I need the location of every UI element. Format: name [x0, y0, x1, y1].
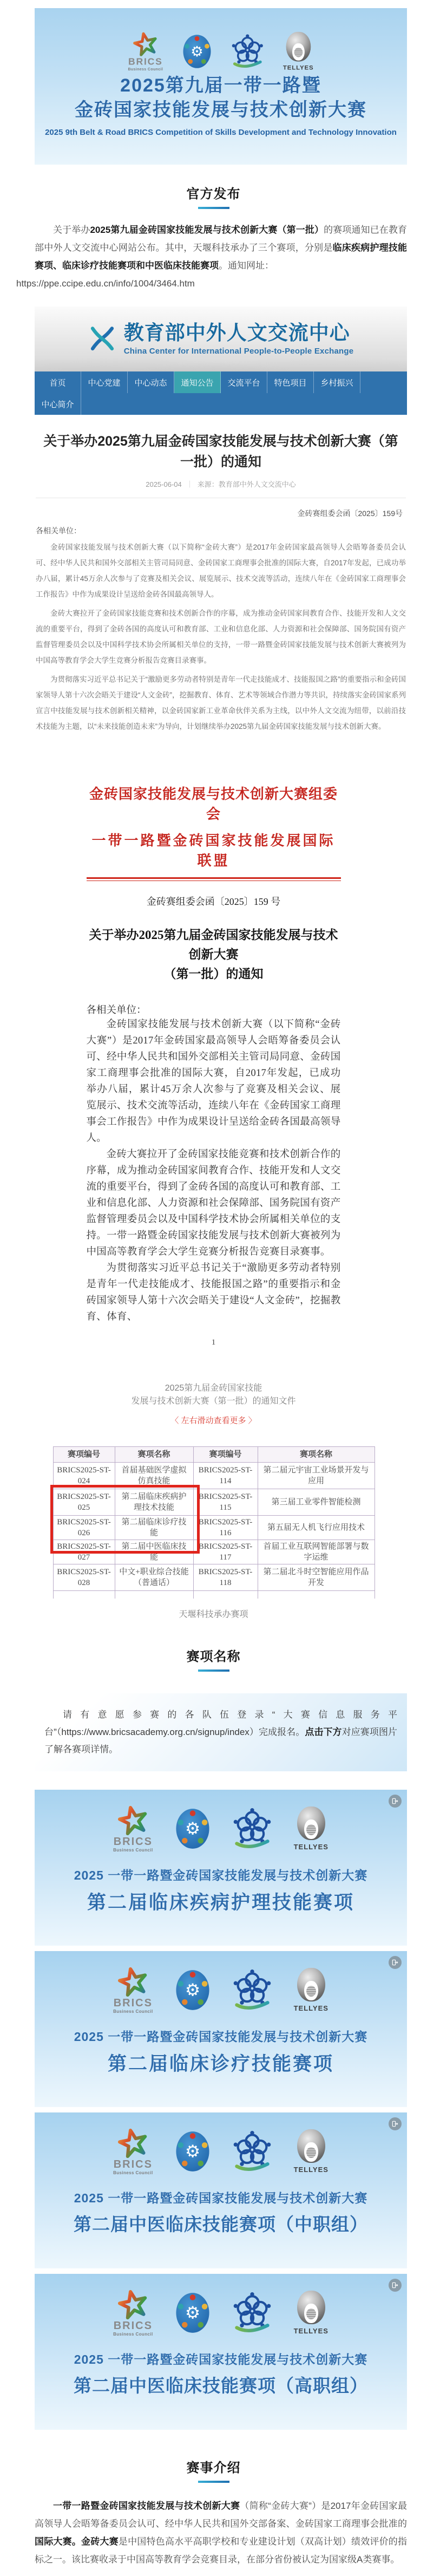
logo-row: [35, 1966, 407, 2014]
tellyes-label: TELLYES: [283, 63, 314, 71]
competition-emblem-logo: [175, 1969, 211, 2011]
alliance-knot-icon: [232, 2292, 272, 2333]
nav-item-notices-active: 通知公告: [174, 371, 221, 393]
cell-event-name: 第二届中医临床技能: [115, 1540, 193, 1564]
cell-event-code: BRICS2025-ST-027: [53, 1540, 115, 1564]
article-paragraph-3: 为贯彻落实习近平总书记关于“激励更多劳动者特别是青年一代走技能成才、技能报国之路”的重要指示和金砖国家领导人第十六次会晤关于建设“人文金砖”，挖掘教育、体育、艺术等领域合作潜力等共识，持续落实金砖国家系列宣言中技能发展与技术创新相关精神，以金砖国家新工业革命伙伴关系为主线，以中外人文交流为纽带，以前沿技术技能为主题，以“未来技能创造未来”为导向，计划继续举办2025第九届金砖国家技能发展与技术创新大赛。: [36, 675, 406, 731]
section-event-names: [0, 1646, 427, 1672]
tellyes-egg-icon: [297, 2129, 325, 2163]
section-title: 赛事介绍: [186, 2461, 241, 2475]
nav-item-news: 中心动态: [128, 371, 174, 393]
nav-row-2: [35, 393, 407, 415]
section-title: 官方发布: [186, 187, 241, 201]
section-event-intro: [0, 2457, 427, 2483]
section-underline: [198, 1669, 229, 1672]
svg-text:⚙: ⚙: [185, 1819, 200, 1839]
letter-title-line2: （第一批）的通知: [163, 967, 264, 981]
banner-clinical-diagnosis[interactable]: [35, 1951, 407, 2107]
alliance-emblem-logo: [232, 1808, 272, 1849]
cell-event-name: 首届工业互联网智能部署与数字运维: [258, 1540, 375, 1564]
brics-star-icon: [118, 1966, 148, 1997]
tellyes-egg-icon: [286, 32, 311, 62]
swipe-hint: 〈 左右滑动查看更多 〉: [170, 1416, 257, 1425]
col-header: 赛项名称: [258, 1447, 375, 1463]
signup-text1: 请有意愿参赛的各队伍登录“大赛信息服务平台”: [44, 1710, 397, 1737]
brics-label: BRICS: [113, 1997, 153, 2009]
alliance-knot-icon: [231, 34, 264, 68]
tellyes-label: TELLYES: [293, 2327, 329, 2335]
brics-sublabel: Business Council: [113, 1848, 153, 1853]
events-table-image[interactable]: [53, 1446, 375, 1599]
brics-sublabel: Business Council: [113, 2332, 153, 2337]
col-header: 赛项编号: [193, 1447, 258, 1463]
table-caption-line2: 发展与技术创新大赛（第一批）的通知文件: [131, 1397, 296, 1406]
banner-subtitle: 2025 一带一路暨金砖国家技能发展与技术创新大赛: [74, 2030, 368, 2044]
brics-label: BRICS: [113, 2320, 153, 2332]
brics-star-icon: [118, 1805, 148, 1835]
announce-text3: 。通知网址：: [219, 260, 274, 271]
signup-text2: 对应赛项图片了解各赛项详情。: [44, 1727, 398, 1755]
banner-title: 第二届临床疾病护理技能赛项: [87, 1892, 354, 1913]
brics-business-council-logo: [113, 2128, 153, 2175]
letter-paragraph-3: 为贯彻落实习近平总书记关于“激励更多劳动者特别是青年一代走技能成才、技能报国之路”的重要指示和金砖国家领导人第十六次会晤关于建设“人文金砖”，挖掘教育、体育、: [86, 1263, 341, 1322]
logo-row: [57, 31, 384, 71]
intro-bold-1: 一带一路暨金砖国家技能发展与技术创新大赛: [53, 2501, 240, 2511]
cell-event-code: BRICS2025-ST-114: [193, 1463, 258, 1489]
cell-event-name: 第二届元宇宙工业场景开发与应用: [258, 1463, 375, 1489]
nav-item-programs: 特色项目: [267, 371, 314, 393]
nav-item-rural: 乡村振兴: [314, 371, 360, 393]
section-underline: [198, 207, 229, 209]
tellyes-logo: [283, 32, 314, 71]
brics-star-icon: [118, 2289, 148, 2319]
banner-nursing-skills[interactable]: [35, 1790, 407, 1946]
letter-red-header-2: 一带一路暨金砖国家技能发展国际联盟: [91, 833, 336, 869]
tellyes-egg-icon: [297, 1968, 325, 2001]
ccipe-name-en: China Center for International People-to-People Exchange: [123, 346, 354, 356]
brics-label: BRICS: [113, 1836, 153, 1848]
cell-event-name: 第二届临床疾病护理技术技能: [115, 1489, 193, 1516]
article-paragraph-1: 金砖国家技能发展与技术创新大赛（以下简称“金砖大赛”）是2017年金砖国家最高领导人会晤筹备委员会认可、经中华人民共和国外交部相关主管司局同意、金砖国家工商理事会批准的国际大赛，自2017年发起，已成功举办八届，累计45万余人次参与了竞赛及相关会议、展览展示、技术交流等活动，连续八年在《金砖国家工商理事会工作报告》中作为成果设计呈送给金砖各国最高领导人。: [36, 543, 406, 598]
intro-text-1: （简称“金砖大赛”）是2017年金砖国家最高领导人会晤筹备委员会认可、经中华人民共和国外交部备案、金砖国家工商理事会批准的: [35, 2501, 408, 2529]
alliance-emblem-logo: [232, 2131, 272, 2172]
banner-title: 第二届中医临床技能赛项（高职组）: [74, 2376, 368, 2396]
col-header: 赛项编号: [53, 1447, 115, 1463]
brics-business-council-logo: [128, 31, 163, 71]
table-header-row: [53, 1447, 375, 1463]
table-caption: [0, 1382, 427, 1408]
website-nav: [35, 371, 407, 415]
banner-title: 第二届中医临床技能赛项（中职组）: [74, 2214, 368, 2234]
letter-doc-number: 金砖赛组委会函〔2025〕159 号: [146, 896, 281, 907]
tellyes-logo: [294, 1968, 329, 2012]
section-underline: [198, 2481, 229, 2483]
brics-label: BRICS: [128, 56, 163, 68]
nav-item-party: 中心党建: [81, 371, 128, 393]
letter-red-rule: [87, 877, 341, 881]
tellyes-logo: [294, 1807, 329, 1851]
col-header: 赛项名称: [115, 1447, 193, 1463]
cell-event-name: 第二届临床诊疗技能: [115, 1516, 193, 1540]
svg-text:⚙: ⚙: [185, 2142, 200, 2162]
notice-url: https://ppe.ccipe.edu.cn/info/1004/3464.htm: [16, 278, 195, 289]
competition-emblem-logo: [175, 2130, 211, 2173]
svg-text:⚙: ⚙: [185, 1980, 200, 2000]
link-badge-icon: [389, 2117, 402, 2130]
brics-business-council-logo: [113, 1966, 153, 2014]
cell-event-code: BRICS2025-ST-115: [193, 1489, 258, 1516]
signup-card: [35, 1693, 407, 1771]
cell-event-code: BRICS2025-ST-024: [53, 1463, 115, 1489]
tellyes-label: TELLYES: [293, 2004, 329, 2012]
letter-salutation: 各相关单位：: [86, 1005, 147, 1016]
brics-star-icon: [133, 31, 158, 56]
cell-event-name: 第二届北斗时空智能应用作品开发: [258, 1564, 375, 1591]
tellyes-egg-icon: [297, 2291, 325, 2324]
hero-title-line2: 金砖国家技能发展与技术创新大赛: [75, 99, 367, 120]
hero-banner: [35, 8, 407, 165]
alliance-knot-icon: [232, 1808, 272, 1849]
competition-emblem-icon: [175, 1969, 211, 2011]
nav-item-home: 首页: [35, 371, 81, 393]
svg-text:⚙: ⚙: [190, 43, 203, 60]
alliance-emblem-logo: [232, 2292, 272, 2333]
svg-text:⚙: ⚙: [185, 2303, 200, 2323]
banner-subtitle: 2025 一带一路暨金砖国家技能发展与技术创新大赛: [74, 1868, 368, 1882]
brics-sublabel: Business Council: [128, 67, 163, 71]
banner-subtitle: 2025 一带一路暨金砖国家技能发展与技术创新大赛: [74, 2191, 368, 2205]
competition-emblem-icon: [175, 1808, 211, 1850]
ccipe-name-cn: 教育部中外人文交流中心: [123, 322, 350, 344]
alliance-emblem-logo: [231, 34, 264, 68]
article-source: 来源：教育部中外人文交流中心: [197, 480, 296, 488]
ccipe-logo-icon: [88, 325, 116, 353]
competition-emblem-icon: [175, 2292, 211, 2334]
letter-red-header-1: 金砖国家技能发展与技术创新大赛组委会: [89, 786, 338, 822]
article-date: 2025-06-04: [146, 480, 182, 488]
intro-bold-2: 国际大赛。金砖大赛: [35, 2536, 119, 2547]
banner-title: 第二届临床诊疗技能赛项: [107, 2053, 334, 2075]
announce-text: 关于举办: [53, 225, 90, 235]
link-badge-icon: [389, 1795, 402, 1808]
competition-emblem-logo: [175, 1808, 211, 1850]
brics-sublabel: Business Council: [113, 2170, 153, 2175]
cell-event-name: 中文+职业综合技能（普通话）: [115, 1564, 193, 1591]
competition-emblem-logo: [175, 2292, 211, 2334]
intro-paragraph: [35, 2497, 407, 2568]
brics-star-icon: [118, 2128, 148, 2158]
tellyes-egg-icon: [297, 1807, 325, 1840]
table-row-cropped: [53, 1591, 375, 1599]
cell-event-code: BRICS2025-ST-116: [193, 1516, 258, 1540]
announce-text2: 的赛项通知已在教育部中外人文交流中心网站公布。其中，天堰科技承办了三个赛项，分别是: [35, 225, 408, 253]
alliance-emblem-logo: [232, 1970, 272, 2011]
section-title: 赛项名称: [186, 1649, 241, 1664]
meta-separator: ｜: [186, 480, 193, 488]
hero-subtitle-en: 2025 9th Belt & Road BRICS Competition of Skills Development and Technology Innovation: [45, 128, 397, 137]
nav-filler: [81, 393, 407, 415]
signup-bold: 点击下方: [305, 1727, 342, 1737]
nav-row-1: [35, 371, 407, 393]
banner-tcm-vocational[interactable]: [35, 2274, 407, 2430]
alliance-knot-icon: [232, 1970, 272, 2011]
banner-subtitle: 2025 一带一路暨金砖国家技能发展与技术创新大赛: [74, 2352, 368, 2366]
article-salutation: 各相关单位：: [36, 526, 81, 535]
cell-event-code: BRICS2025-ST-025: [53, 1489, 115, 1516]
hero-title-line1: 2025第九届一带一路暨: [120, 75, 321, 96]
brics-business-council-logo: [113, 2289, 153, 2337]
signup-url: （https://www.bricsacademy.org.cn/signup/index）完成报名。: [56, 1727, 305, 1737]
competition-emblem-logo: [182, 34, 212, 69]
website-header: [35, 306, 407, 371]
announce-paragraph: [16, 221, 408, 292]
article-title: 关于举办2025第九届金砖国家技能发展与技术创新大赛（第一批）的通知: [43, 434, 398, 469]
nav-filler: [360, 371, 407, 393]
cell-event-code: BRICS2025-ST-026: [53, 1516, 115, 1540]
article-paragraph-2: 金砖大赛拉开了金砖国家技能竞赛和技术创新合作的序幕，成为推动金砖国家间教育合作、技能开发和人文交流的重要平台，得到了金砖各国的高度认可和教育部、工业和信息化部、人力资源和社会保障部、国务院国有资产监督管理委员会以及中国科学技术协会所属相关单位的支持，一带一路暨金砖国家技能发展与技术创新大赛被列为中国高等教育学会大学生竞赛分析报告竞赛目录赛事。: [36, 609, 406, 664]
link-badge-icon: [389, 2279, 402, 2292]
letter-paragraph-2: 金砖大赛拉开了金砖国家技能竞赛和技术创新合作的序幕，成为推动金砖国家间教育合作、技能开发和人文交流的重要平台，得到了金砖各国的高度认可和教育部、工业和信息化部、人力资源和社会保障部、国务院国有资产监督管理委员会以及中国科学技术协会所属相关单位的支持。一带一路暨金砖国家技能发展与技术创新大赛被列为中国高等教育学会大学生竞赛分析报告竞赛目录赛事。: [86, 1149, 341, 1257]
official-letter-scan: [87, 783, 341, 1347]
competition-emblem-icon: [175, 2130, 211, 2173]
tellyes-logo: [294, 2291, 329, 2335]
tellyes-logo: [294, 2129, 329, 2174]
cell-event-name: 第三届工业零件智能检测: [258, 1489, 375, 1516]
nav-item-about: 中心简介: [35, 393, 81, 415]
table-sub-caption: 天堰科技承办赛项: [179, 1610, 248, 1619]
signup-paragraph: [44, 1706, 397, 1758]
competition-emblem-icon: [182, 34, 212, 69]
banner-tcm-secondary[interactable]: [35, 2112, 407, 2268]
logo-row: [35, 2289, 407, 2337]
intro-text-2: 是中国特色高水平高职学校和专业建设计划（双高计划）绩效评价的指标之一。该比赛收录于中国高等教育学会竞赛目录，在部分省份被认定为国家级A类赛事。: [35, 2536, 408, 2565]
red-highlight-box: [50, 1485, 200, 1554]
nav-item-platform: 交流平台: [221, 371, 267, 393]
brics-business-council-logo: [113, 1805, 153, 1853]
website-article: [35, 415, 407, 748]
letter-title-line1: 关于举办2025第九届金砖国家技能发展与技术创新大赛: [89, 928, 338, 961]
announce-bold-competition: 2025第九届金砖国家技能发展与技术创新大赛（第一批）: [90, 225, 324, 235]
table-row: [53, 1564, 375, 1591]
letter-paragraph-1: 金砖国家技能发展与技术创新大赛（以下简称“金砖大赛”）是2017年金砖国家最高领导人会晤筹备委员会认可、经中华人民共和国外交部相关主管司局同意、金砖国家工商理事会批准的国际大赛，自2017年发起，已成功举办八届，累计45万余人次参与了竞赛及相关会议、展览展示、技术交流等活动，连续八年在《金砖国家工商理事会工作报告》中作为成果设计呈送给金砖各国最高领导人。: [86, 1019, 341, 1144]
section-official-release: [0, 183, 427, 209]
logo-row: [35, 1805, 407, 1853]
article-meta: [36, 479, 406, 489]
cell-event-code: BRICS2025-ST-118: [193, 1564, 258, 1591]
alliance-knot-icon: [232, 2131, 272, 2172]
logo-row: [35, 2128, 407, 2175]
brics-label: BRICS: [113, 2158, 153, 2170]
announce-bold-events: 临床疾病护理技能赛项、临床诊疗技能赛项和中医临床技能赛项: [35, 243, 407, 271]
cell-event-code: BRICS2025-ST-117: [193, 1540, 258, 1564]
website-screenshot: [35, 306, 407, 748]
letter-page-number: 1: [211, 1338, 216, 1347]
link-badge-icon: [389, 1956, 402, 1969]
table-caption-line1: 2025第九届金砖国家技能: [165, 1384, 262, 1393]
tellyes-label: TELLYES: [293, 1843, 329, 1851]
cell-event-name: 第五届无人机飞行应用技术: [258, 1516, 375, 1540]
letter-title: [87, 925, 341, 984]
tellyes-label: TELLYES: [293, 2166, 329, 2174]
cell-event-name: 首届基础医学虚拟仿真技能: [115, 1463, 193, 1489]
brics-sublabel: Business Council: [113, 2009, 153, 2014]
article-doc-number: 金砖赛组委会函〔2025〕159号: [297, 509, 403, 518]
cell-event-code: BRICS2025-ST-028: [53, 1564, 115, 1591]
